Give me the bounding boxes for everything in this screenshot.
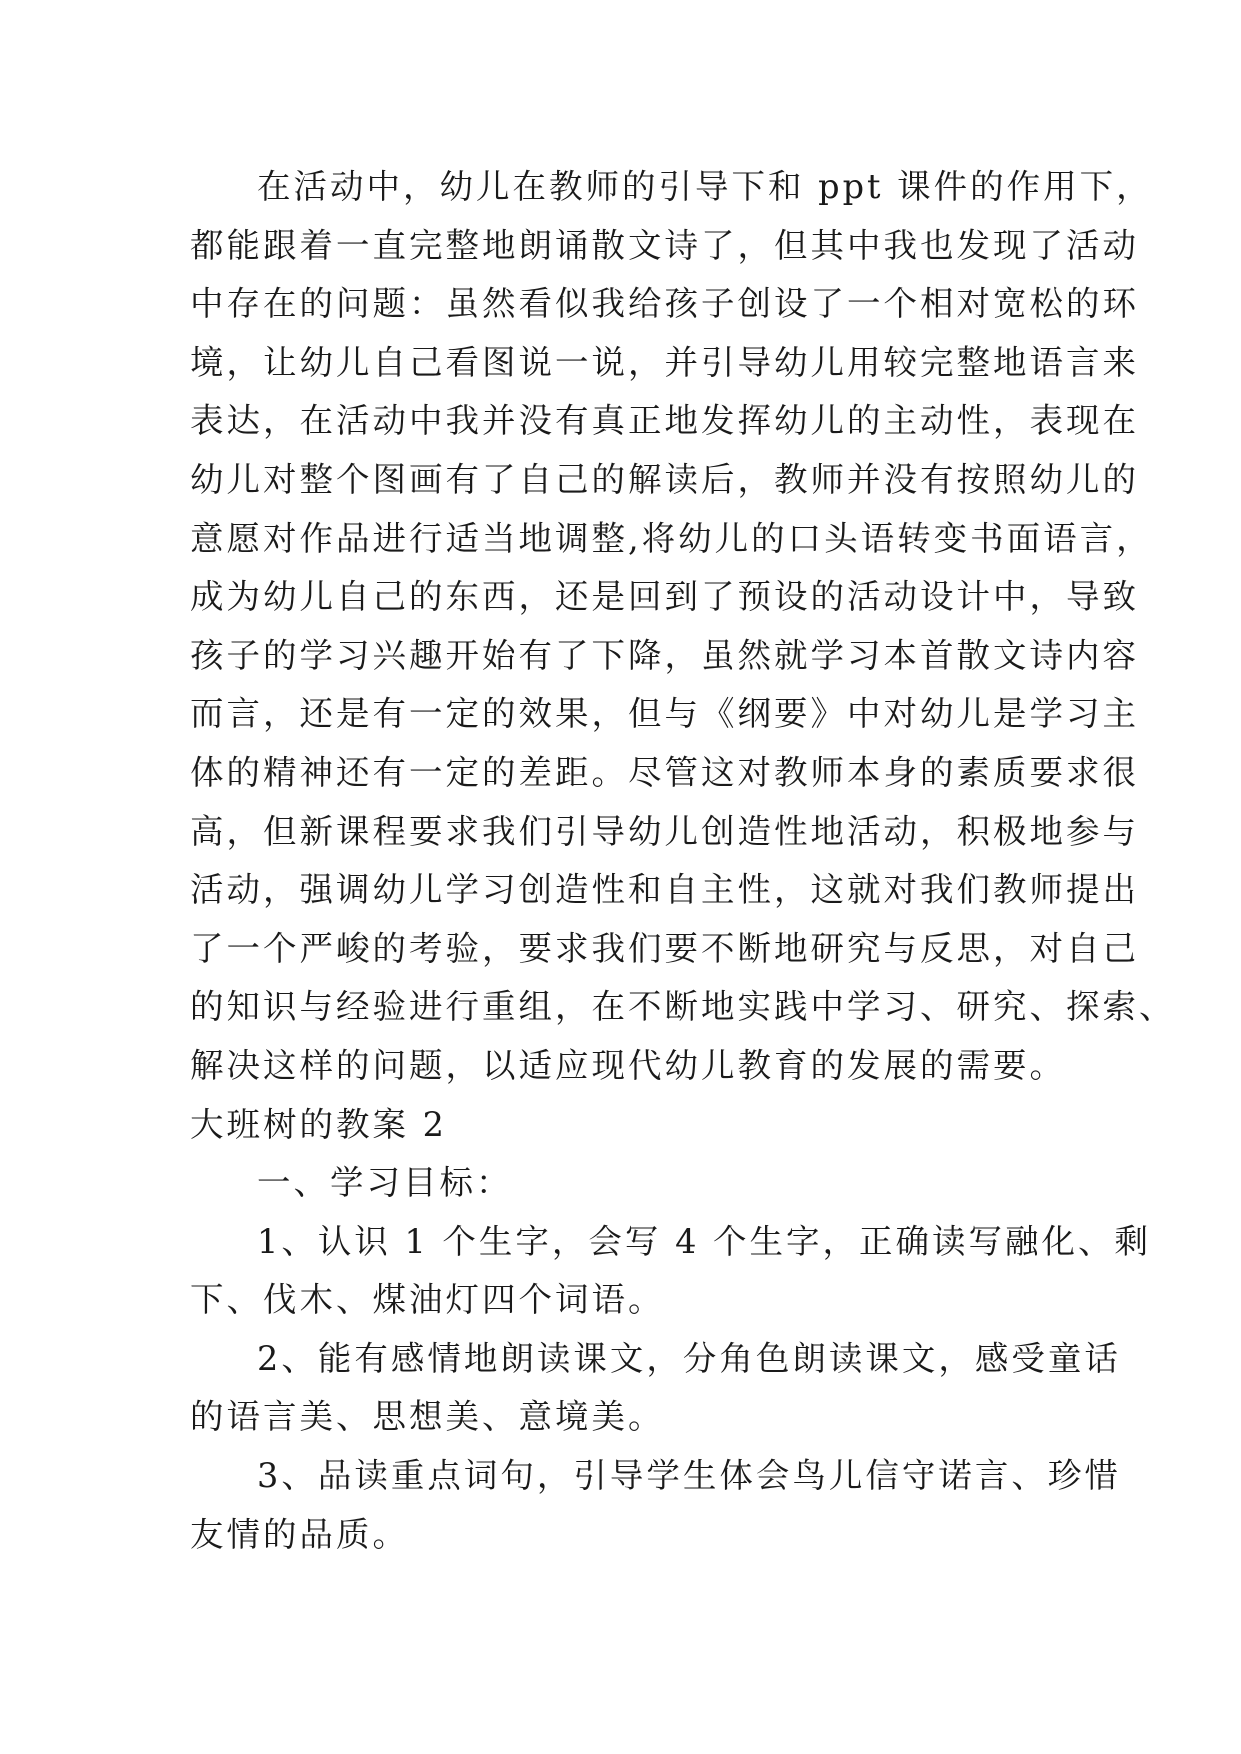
text-line: 下、伐木、煤油灯四个词语。	[190, 1280, 665, 1320]
text-line: 表达，在活动中我并没有真正地发挥幼儿的主动性，表现在	[190, 401, 1139, 441]
text-line: 了一个严峻的考验，要求我们要不断地研究与反思，对自己	[190, 928, 1139, 968]
text-line: 解决这样的问题，以适应现代幼儿教育的发展的需要。	[190, 1045, 1066, 1085]
text-line: 1、认识 1 个生字，会写 4 个生字，正确读写融化、剩	[257, 1221, 1152, 1261]
text-line: 2、能有感情地朗读课文，分角色朗读课文，感受童话	[257, 1338, 1121, 1378]
text-line: 都能跟着一直完整地朗诵散文诗了，但其中我也发现了活动	[190, 225, 1139, 265]
text-line: 在活动中，幼儿在教师的引导下和 ppt 课件的作用下，	[257, 167, 1153, 206]
learning-goal-3	[190, 1447, 1121, 1564]
text-line: 的语言美、思想美、意境美。	[190, 1397, 665, 1437]
text-line: 幼儿对整个图画有了自己的解读后，教师并没有按照幼儿的	[190, 459, 1139, 499]
text-line: 友情的品质。	[190, 1514, 409, 1554]
text-line: 活动，强调幼儿学习创造性和自主性，这就对我们教师提出	[190, 870, 1139, 910]
text-line: 成为幼儿自己的东西，还是回到了预设的活动设计中，导致	[190, 577, 1139, 617]
text-line: 高，但新课程要求我们引导幼儿创造性地活动，积极地参与	[190, 811, 1139, 851]
reflection-paragraph	[190, 158, 1176, 1096]
document-heading: 大班树的教案 2	[190, 1104, 447, 1144]
learning-goal-2	[190, 1330, 1121, 1447]
text-line: 3、品读重点词句，引导学生体会鸟儿信守诺言、珍惜	[257, 1456, 1121, 1496]
text-line: 中存在的问题：虽然看似我给孩子创设了一个相对宽松的环	[190, 284, 1139, 324]
section-title: 一、学习目标：	[257, 1163, 513, 1203]
learning-goal-1	[190, 1213, 1152, 1330]
document-body	[190, 158, 1176, 1564]
text-line: 的知识与经验进行重组，在不断地实践中学习、研究、探索、	[190, 987, 1176, 1027]
text-line: 而言，还是有一定的效果，但与《纲要》中对幼儿是学习主	[190, 694, 1139, 734]
text-line: 意愿对作品进行适当地调整,将幼儿的口头语转变书面语言，	[190, 518, 1153, 558]
text-line: 体的精神还有一定的差距。尽管这对教师本身的素质要求很	[190, 752, 1139, 792]
text-line: 孩子的学习兴趣开始有了下降，虽然就学习本首散文诗内容	[190, 635, 1139, 675]
text-line: 境，让幼儿自己看图说一说，并引导幼儿用较完整地语言来	[190, 342, 1139, 382]
